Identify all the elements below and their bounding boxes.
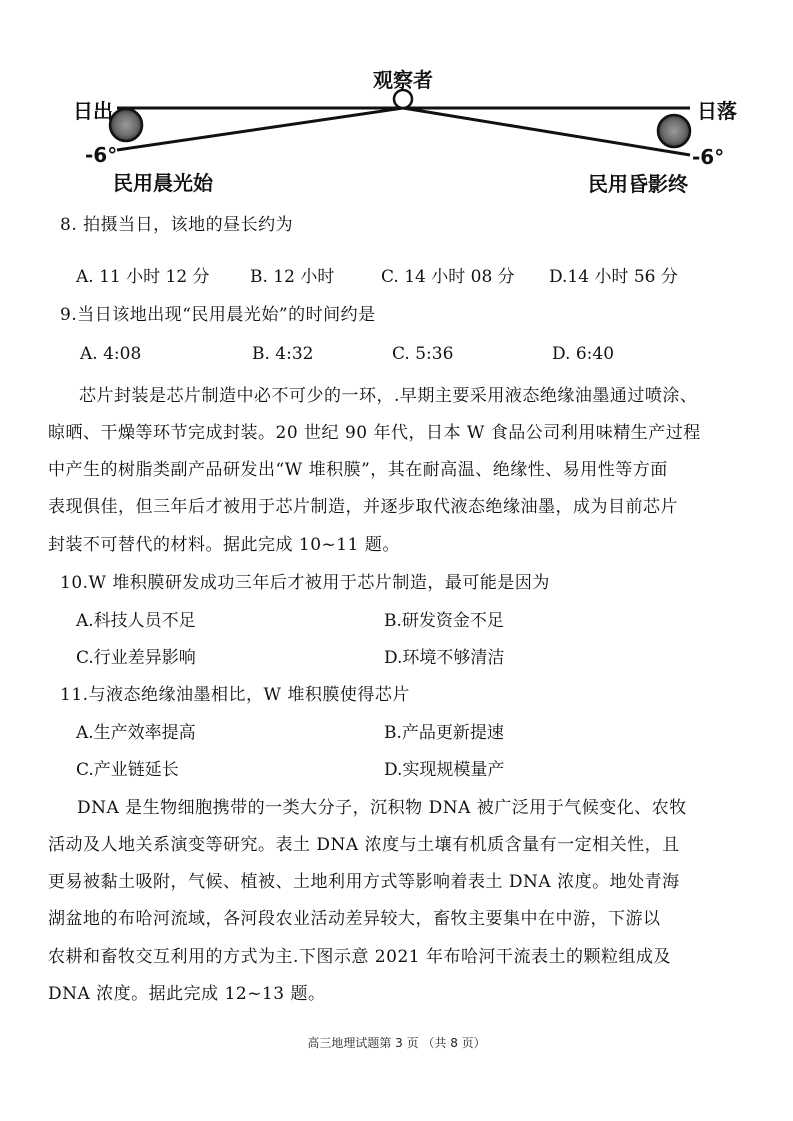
passage-2-line: 活动及人地关系演变等研究。表土 DNA 浓度与土壤有机质含量有一定相关性，且 xyxy=(48,835,680,855)
question-8-option-d: D.14 小时 56 分 xyxy=(549,267,678,287)
question-11-stem: 11.与液态绝缘油墨相比，W 堆积膜使得芯片 xyxy=(60,685,410,705)
question-11-option-a: A.生产效率提高 xyxy=(76,723,196,743)
sunrise-label: 日出 xyxy=(73,99,113,123)
question-8-option-a: A. 11 小时 12 分 xyxy=(76,267,210,287)
dawn-ray xyxy=(117,108,403,150)
question-10-option-b: B.研发资金不足 xyxy=(384,611,504,631)
question-9-stem: 9.当日该地出现“民用晨光始”的时间约是 xyxy=(60,305,376,325)
passage-1-line: 晾晒、干燥等环节完成封装。20 世纪 90 年代，日本 W 食品公司利用味精生产过程 xyxy=(48,423,701,443)
question-9-option-d: D. 6:40 xyxy=(552,344,615,364)
angle-right-label: -6° xyxy=(692,145,725,169)
question-10-option-d: D.环境不够清洁 xyxy=(384,648,505,668)
sunset-sun-icon xyxy=(658,115,690,147)
observer-label: 观察者 xyxy=(373,68,433,92)
question-10-option-c: C.行业差异影响 xyxy=(76,648,196,668)
passage-1-line: 芯片封装是芯片制造中必不可少的一环，.早期主要采用液态绝缘油墨通过喷涂、 xyxy=(79,386,698,406)
passage-1-line: 封装不可替代的材料。据此完成 10~11 题。 xyxy=(48,535,400,555)
passage-1-line: 表现俱佳，但三年后才被用于芯片制造，并逐步取代液态绝缘油墨，成为目前芯片 xyxy=(48,497,678,517)
passage-2-line: DNA 是生物细胞携带的一类大分子，沉积物 DNA 被广泛用于气候变化、农牧 xyxy=(77,798,687,818)
page-footer: 高三地理试题第 3 页 （共 8 页） xyxy=(307,1036,486,1050)
twilight-diagram xyxy=(0,0,793,200)
sunset-label: 日落 xyxy=(697,99,737,123)
sunrise-sun-icon xyxy=(110,109,142,141)
question-8-stem: 8. 拍摄当日，该地的昼长约为 xyxy=(60,215,294,235)
passage-2-line: 农耕和畜牧交互利用的方式为主.下图示意 2021 年布哈河干流表土的颗粒组成及 xyxy=(48,947,671,967)
question-11-option-d: D.实现规模量产 xyxy=(384,760,505,780)
dusk-label: 民用昏影终 xyxy=(588,172,688,196)
angle-left-label: -6° xyxy=(85,143,118,167)
question-9-option-a: A. 4:08 xyxy=(80,344,142,364)
question-10-stem: 10.W 堆积膜研发成功三年后才被用于芯片制造，最可能是因为 xyxy=(60,573,550,593)
question-11-option-c: C.产业链延长 xyxy=(76,760,179,780)
question-11-option-b: B.产品更新提速 xyxy=(384,723,504,743)
dawn-label: 民用晨光始 xyxy=(113,171,213,195)
question-9-option-c: C. 5:36 xyxy=(392,344,454,364)
question-8-option-b: B. 12 小时 xyxy=(250,267,335,287)
dusk-ray xyxy=(403,108,690,155)
question-10-option-a: A.科技人员不足 xyxy=(76,611,196,631)
passage-2-line: 湖盆地的布哈河流域，各河段农业活动差异较大，畜牧主要集中在中游，下游以 xyxy=(48,909,661,929)
question-8-option-c: C. 14 小时 08 分 xyxy=(381,267,515,287)
passage-2-line: DNA 浓度。据此完成 12~13 题。 xyxy=(48,984,326,1004)
question-9-option-b: B. 4:32 xyxy=(252,344,314,364)
passage-1-line: 中产生的树脂类副产品研发出“W 堆积膜”，其在耐高温、绝缘性、易用性等方面 xyxy=(48,460,668,480)
passage-2-line: 更易被黏土吸附，气候、植被、土地利用方式等影响着表土 DNA 浓度。地处青海 xyxy=(48,872,680,892)
